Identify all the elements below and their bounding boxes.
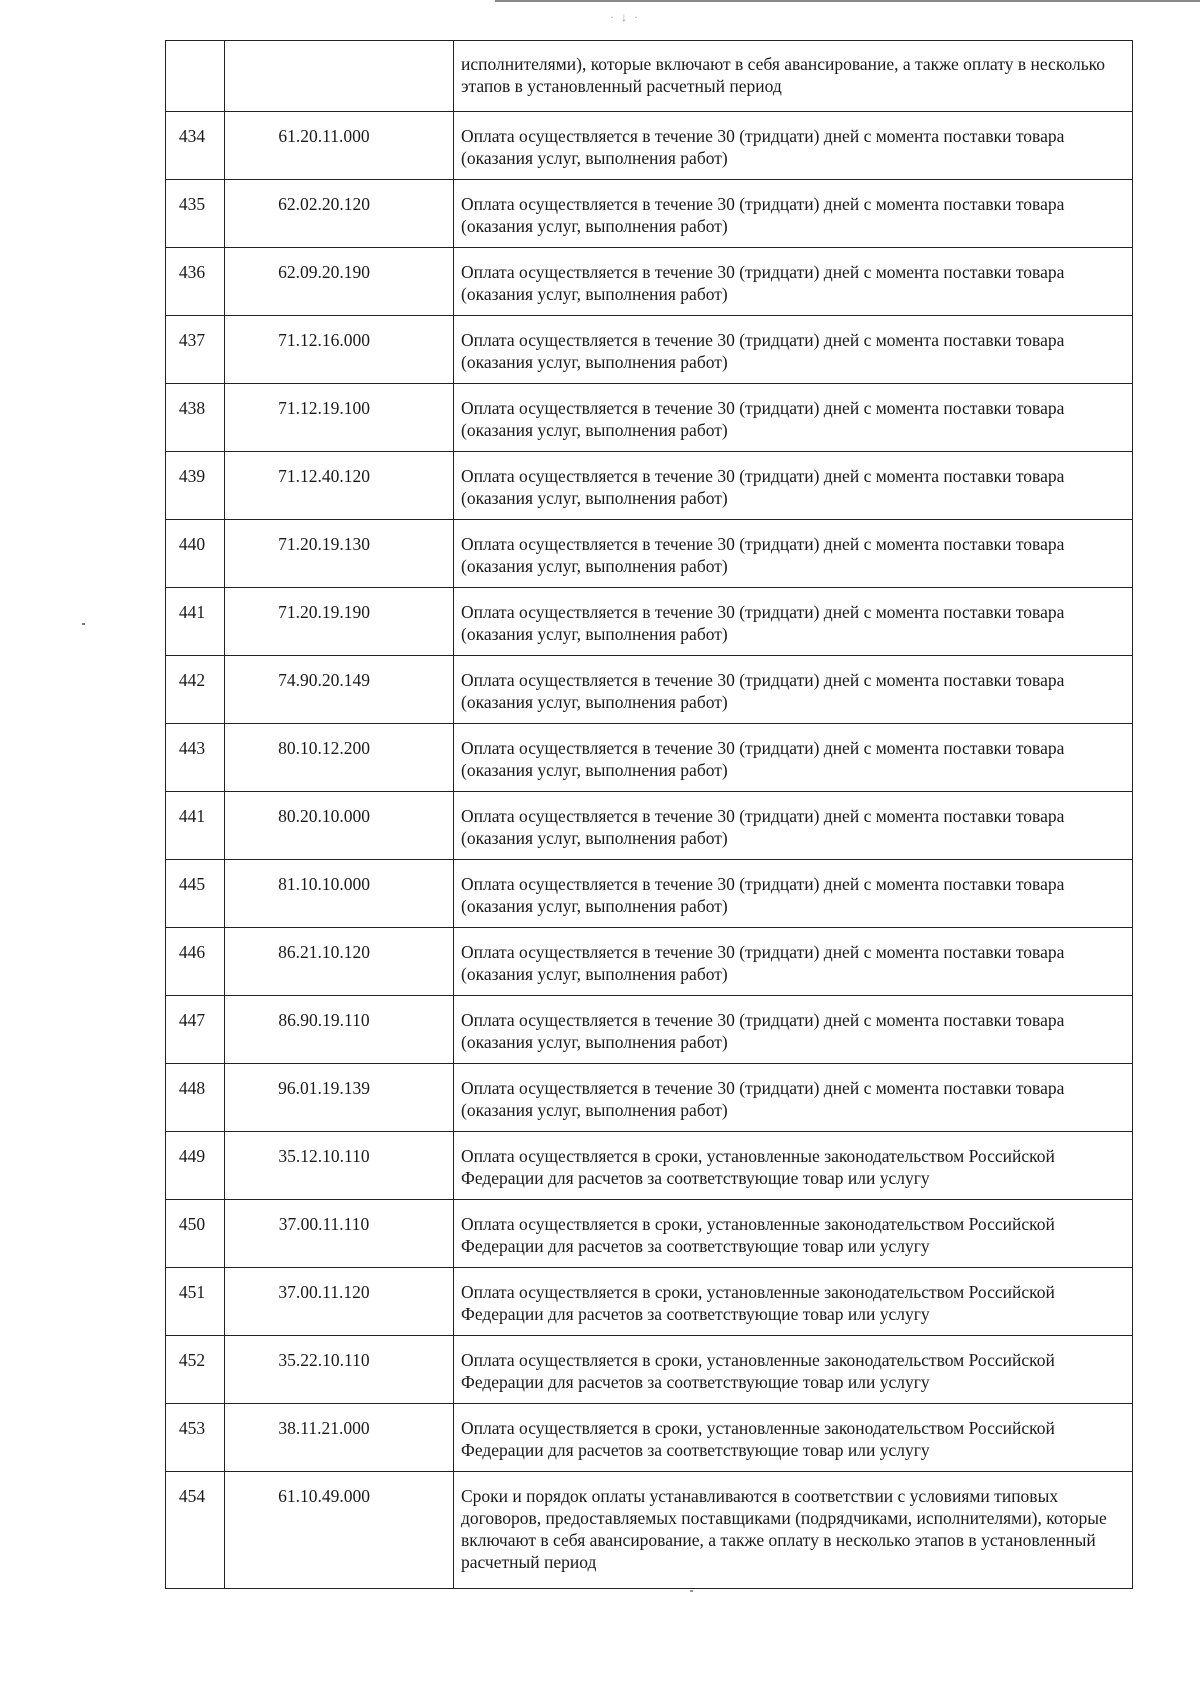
payment-terms-text: Сроки и порядок оплаты устанавливаются в соответствии с условиями типовых договоров, предоставляемых поставщиками (подрядчиками, исполнителями), которые включают в себя авансирование, а также оплату в несколько этапов в установленный расчетный период — [454, 1472, 1133, 1589]
row-number: 445 — [166, 860, 225, 928]
payment-terms-text: Оплата осуществляется в течение 30 (тридцати) дней с момента поставки товара (оказания услуг, выполнения работ) — [454, 1064, 1133, 1132]
payment-terms-text: Оплата осуществляется в течение 30 (тридцати) дней с момента поставки товара (оказания услуг, выполнения работ) — [454, 316, 1133, 384]
payment-terms-text: Оплата осуществляется в течение 30 (тридцати) дней с момента поставки товара (оказания услуг, выполнения работ) — [454, 860, 1133, 928]
row-number: 437 — [166, 316, 225, 384]
okpd-code: 62.09.20.190 — [225, 248, 454, 316]
okpd-code: 80.20.10.000 — [225, 792, 454, 860]
table-row — [166, 928, 1133, 996]
scan-mark: · ↓ · — [610, 10, 640, 24]
row-number: 441 — [166, 792, 225, 860]
table-row — [166, 1132, 1133, 1200]
payment-terms-text: Оплата осуществляется в течение 30 (тридцати) дней с момента поставки товара (оказания услуг, выполнения работ) — [454, 180, 1133, 248]
okpd-code: 96.01.19.139 — [225, 1064, 454, 1132]
table-row — [166, 996, 1133, 1064]
row-number: 436 — [166, 248, 225, 316]
table-row — [166, 1064, 1133, 1132]
row-number: 453 — [166, 1404, 225, 1472]
okpd-code: 86.21.10.120 — [225, 928, 454, 996]
table-body — [166, 41, 1133, 1589]
row-number: 449 — [166, 1132, 225, 1200]
scan-speck — [82, 623, 85, 625]
okpd-code: 38.11.21.000 — [225, 1404, 454, 1472]
payment-terms-text: Оплата осуществляется в течение 30 (тридцати) дней с момента поставки товара (оказания услуг, выполнения работ) — [454, 656, 1133, 724]
okpd-code: 35.12.10.110 — [225, 1132, 454, 1200]
okpd-code: 71.20.19.190 — [225, 588, 454, 656]
row-number — [166, 41, 225, 112]
payment-terms-text: Оплата осуществляется в течение 30 (тридцати) дней с момента поставки товара (оказания услуг, выполнения работ) — [454, 248, 1133, 316]
row-number: 454 — [166, 1472, 225, 1589]
okpd-code: 71.12.16.000 — [225, 316, 454, 384]
table-row — [166, 724, 1133, 792]
table-row — [166, 520, 1133, 588]
payment-terms-text: Оплата осуществляется в течение 30 (тридцати) дней с момента поставки товара (оказания услуг, выполнения работ) — [454, 996, 1133, 1064]
payment-terms-text: Оплата осуществляется в течение 30 (тридцати) дней с момента поставки товара (оказания услуг, выполнения работ) — [454, 520, 1133, 588]
row-number: 448 — [166, 1064, 225, 1132]
payment-terms-text: Оплата осуществляется в течение 30 (тридцати) дней с момента поставки товара (оказания услуг, выполнения работ) — [454, 928, 1133, 996]
okpd-code — [225, 41, 454, 112]
table-row — [166, 1336, 1133, 1404]
table-row — [166, 384, 1133, 452]
table-row — [166, 656, 1133, 724]
okpd-code: 61.10.49.000 — [225, 1472, 454, 1589]
payment-terms-text: Оплата осуществляется в течение 30 (тридцати) дней с момента поставки товара (оказания услуг, выполнения работ) — [454, 792, 1133, 860]
okpd-code: 71.20.19.130 — [225, 520, 454, 588]
payment-terms-text: Оплата осуществляется в течение 30 (тридцати) дней с момента поставки товара (оказания услуг, выполнения работ) — [454, 588, 1133, 656]
okpd-code: 35.22.10.110 — [225, 1336, 454, 1404]
table-row — [166, 588, 1133, 656]
table-row — [166, 1404, 1133, 1472]
okpd-code: 86.90.19.110 — [225, 996, 454, 1064]
okpd-code: 37.00.11.120 — [225, 1268, 454, 1336]
table-row — [166, 316, 1133, 384]
payment-terms-text: Оплата осуществляется в течение 30 (тридцати) дней с момента поставки товара (оказания услуг, выполнения работ) — [454, 112, 1133, 180]
okpd-code: 81.10.10.000 — [225, 860, 454, 928]
row-number: 442 — [166, 656, 225, 724]
okpd-code: 74.90.20.149 — [225, 656, 454, 724]
scan-speck — [690, 1590, 693, 1592]
table-row — [166, 112, 1133, 180]
payment-terms-text: исполнителями), которые включают в себя авансирование, а также оплату в несколько этапов в установленный расчетный период — [454, 41, 1133, 112]
table-row — [166, 180, 1133, 248]
payment-terms-text: Оплата осуществляется в сроки, установленные законодательством Российской Федерации для расчетов за соответствующие товар или услугу — [454, 1132, 1133, 1200]
okpd-code: 71.12.40.120 — [225, 452, 454, 520]
row-number: 452 — [166, 1336, 225, 1404]
payment-terms-text: Оплата осуществляется в сроки, установленные законодательством Российской Федерации для расчетов за соответствующие товар или услугу — [454, 1268, 1133, 1336]
row-number: 439 — [166, 452, 225, 520]
table-row — [166, 1200, 1133, 1268]
row-number: 440 — [166, 520, 225, 588]
table-row — [166, 248, 1133, 316]
okpd-code: 80.10.12.200 — [225, 724, 454, 792]
row-number: 447 — [166, 996, 225, 1064]
okpd-code: 37.00.11.110 — [225, 1200, 454, 1268]
row-number: 443 — [166, 724, 225, 792]
payment-terms-text: Оплата осуществляется в сроки, установленные законодательством Российской Федерации для расчетов за соответствующие товар или услугу — [454, 1404, 1133, 1472]
payment-terms-text: Оплата осуществляется в течение 30 (тридцати) дней с момента поставки товара (оказания услуг, выполнения работ) — [454, 384, 1133, 452]
payment-terms-text: Оплата осуществляется в течение 30 (тридцати) дней с момента поставки товара (оказания услуг, выполнения работ) — [454, 724, 1133, 792]
table-row — [166, 792, 1133, 860]
row-number: 441 — [166, 588, 225, 656]
row-number: 451 — [166, 1268, 225, 1336]
table-row — [166, 1268, 1133, 1336]
table-row — [166, 452, 1133, 520]
okpd-code: 61.20.11.000 — [225, 112, 454, 180]
payment-terms-table — [165, 40, 1133, 1589]
okpd-code: 62.02.20.120 — [225, 180, 454, 248]
okpd-code: 71.12.19.100 — [225, 384, 454, 452]
table-row — [166, 860, 1133, 928]
payment-terms-text: Оплата осуществляется в сроки, установленные законодательством Российской Федерации для расчетов за соответствующие товар или услугу — [454, 1200, 1133, 1268]
table-row-continuation — [166, 41, 1133, 112]
row-number: 438 — [166, 384, 225, 452]
scan-edge-line — [495, 0, 1200, 2]
row-number: 434 — [166, 112, 225, 180]
row-number: 435 — [166, 180, 225, 248]
payment-terms-text: Оплата осуществляется в течение 30 (тридцати) дней с момента поставки товара (оказания услуг, выполнения работ) — [454, 452, 1133, 520]
row-number: 446 — [166, 928, 225, 996]
payment-terms-text: Оплата осуществляется в сроки, установленные законодательством Российской Федерации для расчетов за соответствующие товар или услугу — [454, 1336, 1133, 1404]
table-row-last — [166, 1472, 1133, 1589]
row-number: 450 — [166, 1200, 225, 1268]
